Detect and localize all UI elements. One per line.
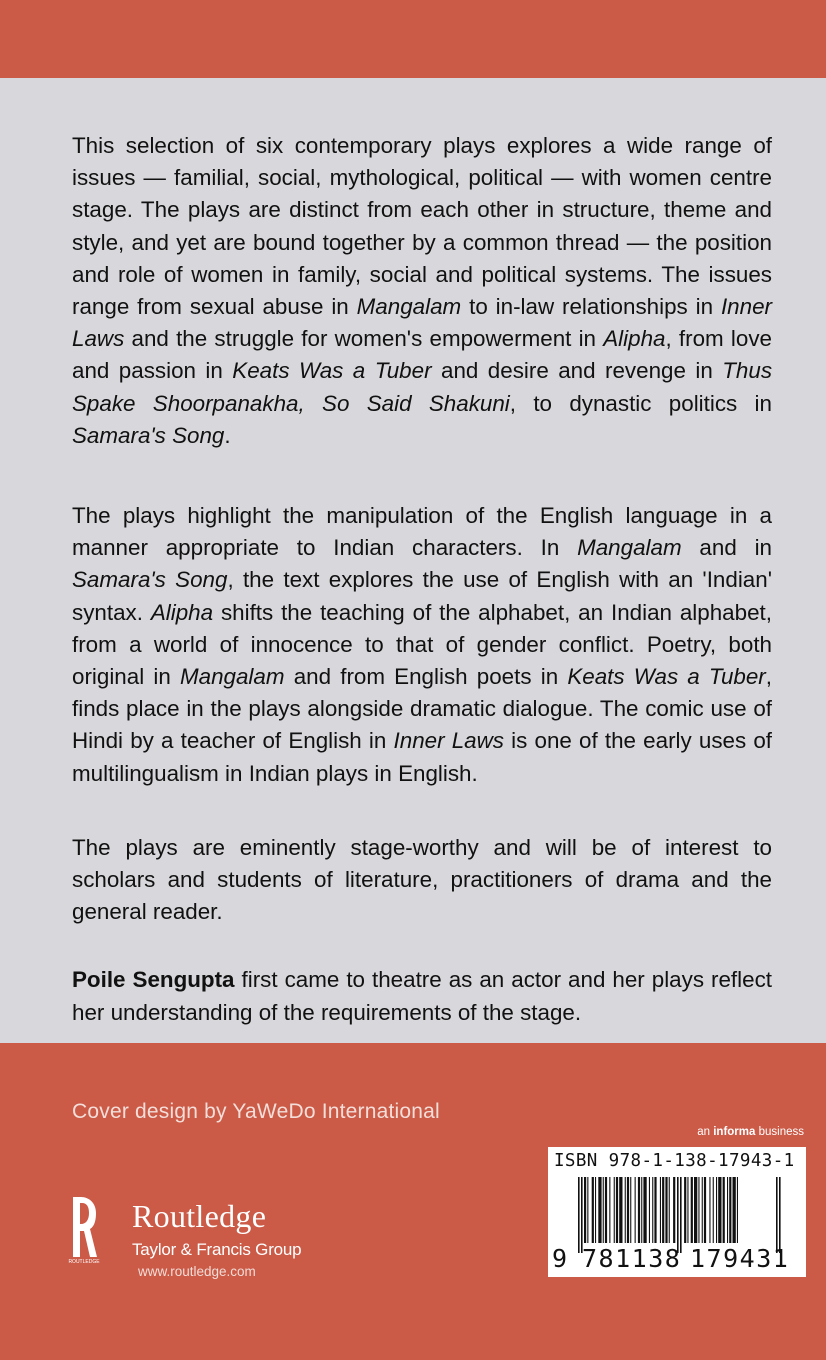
author-name: Poile Sengupta bbox=[72, 967, 235, 993]
play-title: Thus Spake Shoorpanakha, So Said Shakuni bbox=[72, 358, 773, 416]
cover-design-credit: Cover design by YaWeDo International bbox=[72, 1100, 440, 1123]
text-run: The plays highlight the manipulation of the English language in a manner appropriate to Indian characters. In bbox=[72, 503, 772, 561]
play-title: Inner Laws bbox=[72, 294, 772, 352]
publisher-name: Routledge bbox=[132, 1198, 267, 1234]
isbn-label: ISBN 978-1-138-17943-1 bbox=[554, 1151, 795, 1171]
text-run: This selection of six contemporary plays explores a wide range of issues — familial, social, mythological, political — with women centre stage. The plays are distinct from each other in structure, theme and style, and yet are bound together by a common thread — the position and role of women in family, social and political systems. The issues range from sexual abuse in bbox=[72, 133, 772, 320]
isbn-barcode bbox=[548, 1147, 806, 1277]
text-run: , to dynastic politics in bbox=[509, 390, 772, 416]
play-title: Keats Was a Tuber bbox=[567, 664, 766, 690]
routledge-logo bbox=[70, 1193, 330, 1283]
play-title: Mangalam bbox=[577, 535, 682, 561]
blurb-paragraph-3 bbox=[72, 832, 772, 929]
top-color-band bbox=[0, 0, 826, 78]
barcode-digit-lead: 9 bbox=[552, 1244, 568, 1273]
blurb-paragraph-2 bbox=[72, 500, 772, 790]
barcode-bars bbox=[548, 1177, 806, 1253]
text-run: to in-law relationships in bbox=[461, 294, 721, 320]
publisher-url: www.routledge.com bbox=[138, 1264, 256, 1279]
routledge-r-emblem-icon bbox=[70, 1193, 98, 1265]
play-title: Alipha bbox=[150, 599, 214, 625]
play-title: Mangalam bbox=[356, 294, 462, 320]
blurb-paragraph-1 bbox=[72, 130, 772, 452]
play-title: Keats Was a Tuber bbox=[232, 358, 432, 384]
text-run: and the struggle for women's empowerment in bbox=[124, 326, 604, 352]
logo-vertical-text: ROUTLEDGE bbox=[68, 1259, 100, 1265]
play-title: Inner Laws bbox=[393, 728, 505, 754]
play-title: Samara's Song bbox=[72, 422, 225, 448]
text-run: , finds place in the plays alongside dramatic dialogue. The comic use of Hindi by a teacher of English in bbox=[72, 664, 772, 754]
text-run: and from English poets in bbox=[284, 664, 568, 690]
text-run: , the text explores the use of English with an 'Indian' syntax. bbox=[72, 567, 772, 625]
text-run: first came to theatre as an actor and her plays reflect her understanding of the requirements of the stage. bbox=[72, 967, 772, 1025]
author-bio bbox=[72, 964, 772, 1028]
informa-business-tag: an informa business bbox=[697, 1126, 804, 1138]
text-run: The plays are eminently stage-worthy and will be of interest to scholars and students of literature, practitioners of drama and the general reader. bbox=[72, 834, 772, 925]
text-run: , from love and passion in bbox=[72, 326, 772, 384]
barcode-digits-right: 179431 bbox=[690, 1244, 790, 1273]
play-title: Samara's Song bbox=[72, 567, 228, 593]
text-run: is one of the early uses of multilingualism in Indian plays in English. bbox=[72, 728, 773, 786]
text-run: . bbox=[224, 422, 231, 448]
blurb-panel bbox=[0, 78, 826, 1043]
barcode-digits bbox=[548, 1244, 806, 1274]
publisher-group: Taylor & Francis Group bbox=[132, 1240, 302, 1259]
text-run: and desire and revenge in bbox=[431, 358, 723, 384]
barcode-digits-left: 781138 bbox=[582, 1244, 682, 1273]
text-run: shifts the teaching of the alphabet, an Indian alphabet, from a world of innocence to that of gender conflict. Poetry, both original in bbox=[72, 599, 772, 690]
play-title: Alipha bbox=[603, 326, 666, 352]
text-run: and in bbox=[681, 535, 773, 561]
play-title: Mangalam bbox=[179, 664, 285, 690]
